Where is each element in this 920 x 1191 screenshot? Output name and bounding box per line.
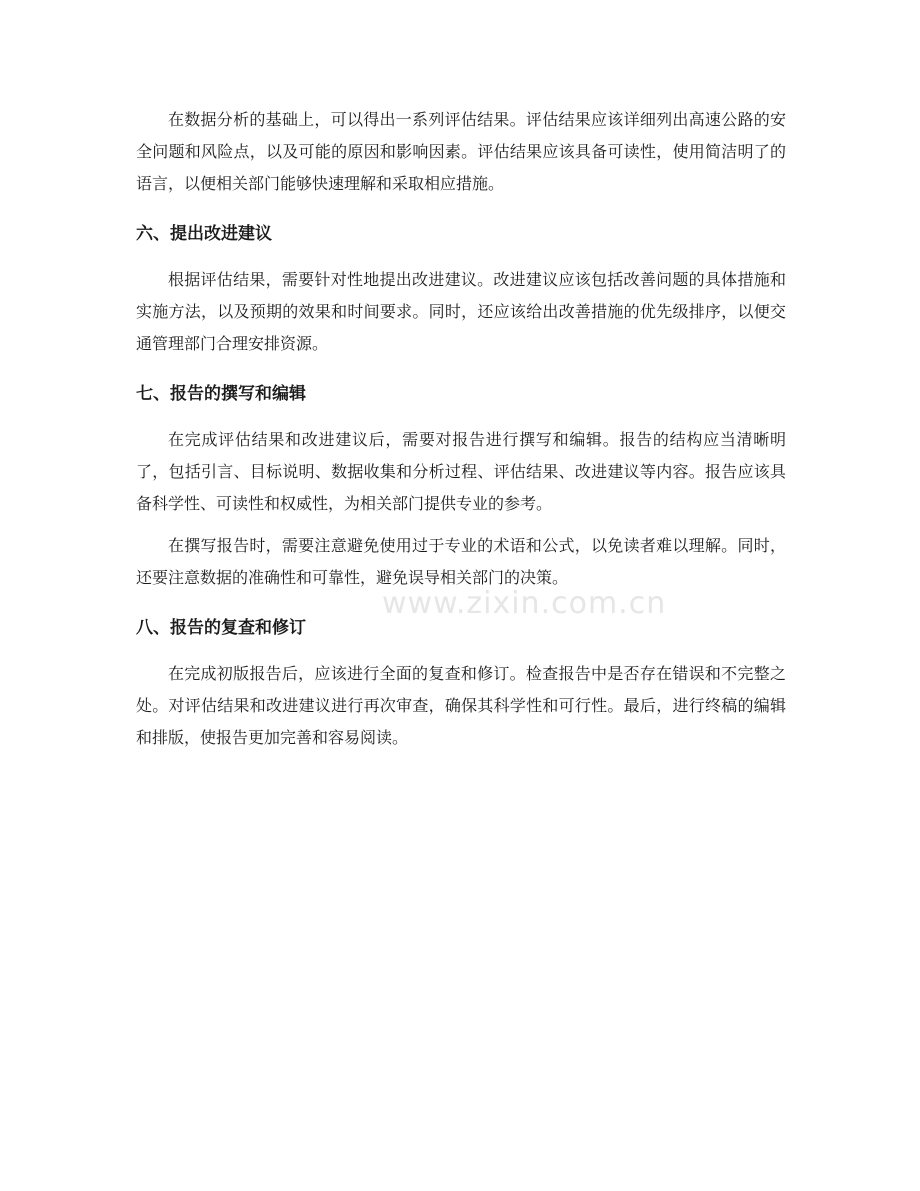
document-body xyxy=(136,104,786,754)
paragraph-report-review: 在完成初版报告后，应该进行全面的复查和修订。检查报告中是否存在错误和不完整之处。对评估结果和改进建议进行再次审查，确保其科学性和可行性。最后，进行终稿的编辑和排版，使报告更加完善和容易阅读。 xyxy=(136,664,786,747)
paragraph-report-writing: 在完成评估结果和改进建议后，需要对报告进行撰写和编辑。报告的结构应当清晰明了，包括引言、目标说明、数据收集和分析过程、评估结果、改进建议等内容。报告应该具备科学性、可读性和权威性，为相关部门提供专业的参考。 xyxy=(136,430,786,513)
paragraph-evaluation-results: 在数据分析的基础上，可以得出一系列评估结果。评估结果应该详细列出高速公路的安全问题和风险点，以及可能的原因和影响因素。评估结果应该具备可读性，使用简洁明了的语言，以便相关部门能够快速理解和采取相应措施。 xyxy=(136,110,786,193)
heading-section-6: 六、提出改进建议 xyxy=(136,224,272,244)
paragraph-improvement-suggestions: 根据评估结果，需要针对性地提出改进建议。改进建议应该包括改善问题的具体措施和实施方法，以及预期的效果和时间要求。同时，还应该给出改善措施的优先级排序，以便交通管理部门合理安排资源。 xyxy=(136,270,786,353)
watermark-text: www.zixin.com.cn xyxy=(382,586,667,621)
heading-section-8: 八、报告的复查和修订 xyxy=(136,618,306,638)
paragraph-writing-notes: 在撰写报告时，需要注意避免使用过于专业的术语和公式，以免读者难以理解。同时，还要注意数据的准确性和可靠性，避免误导相关部门的决策。 xyxy=(136,536,786,587)
heading-section-7: 七、报告的撰写和编辑 xyxy=(136,384,306,404)
